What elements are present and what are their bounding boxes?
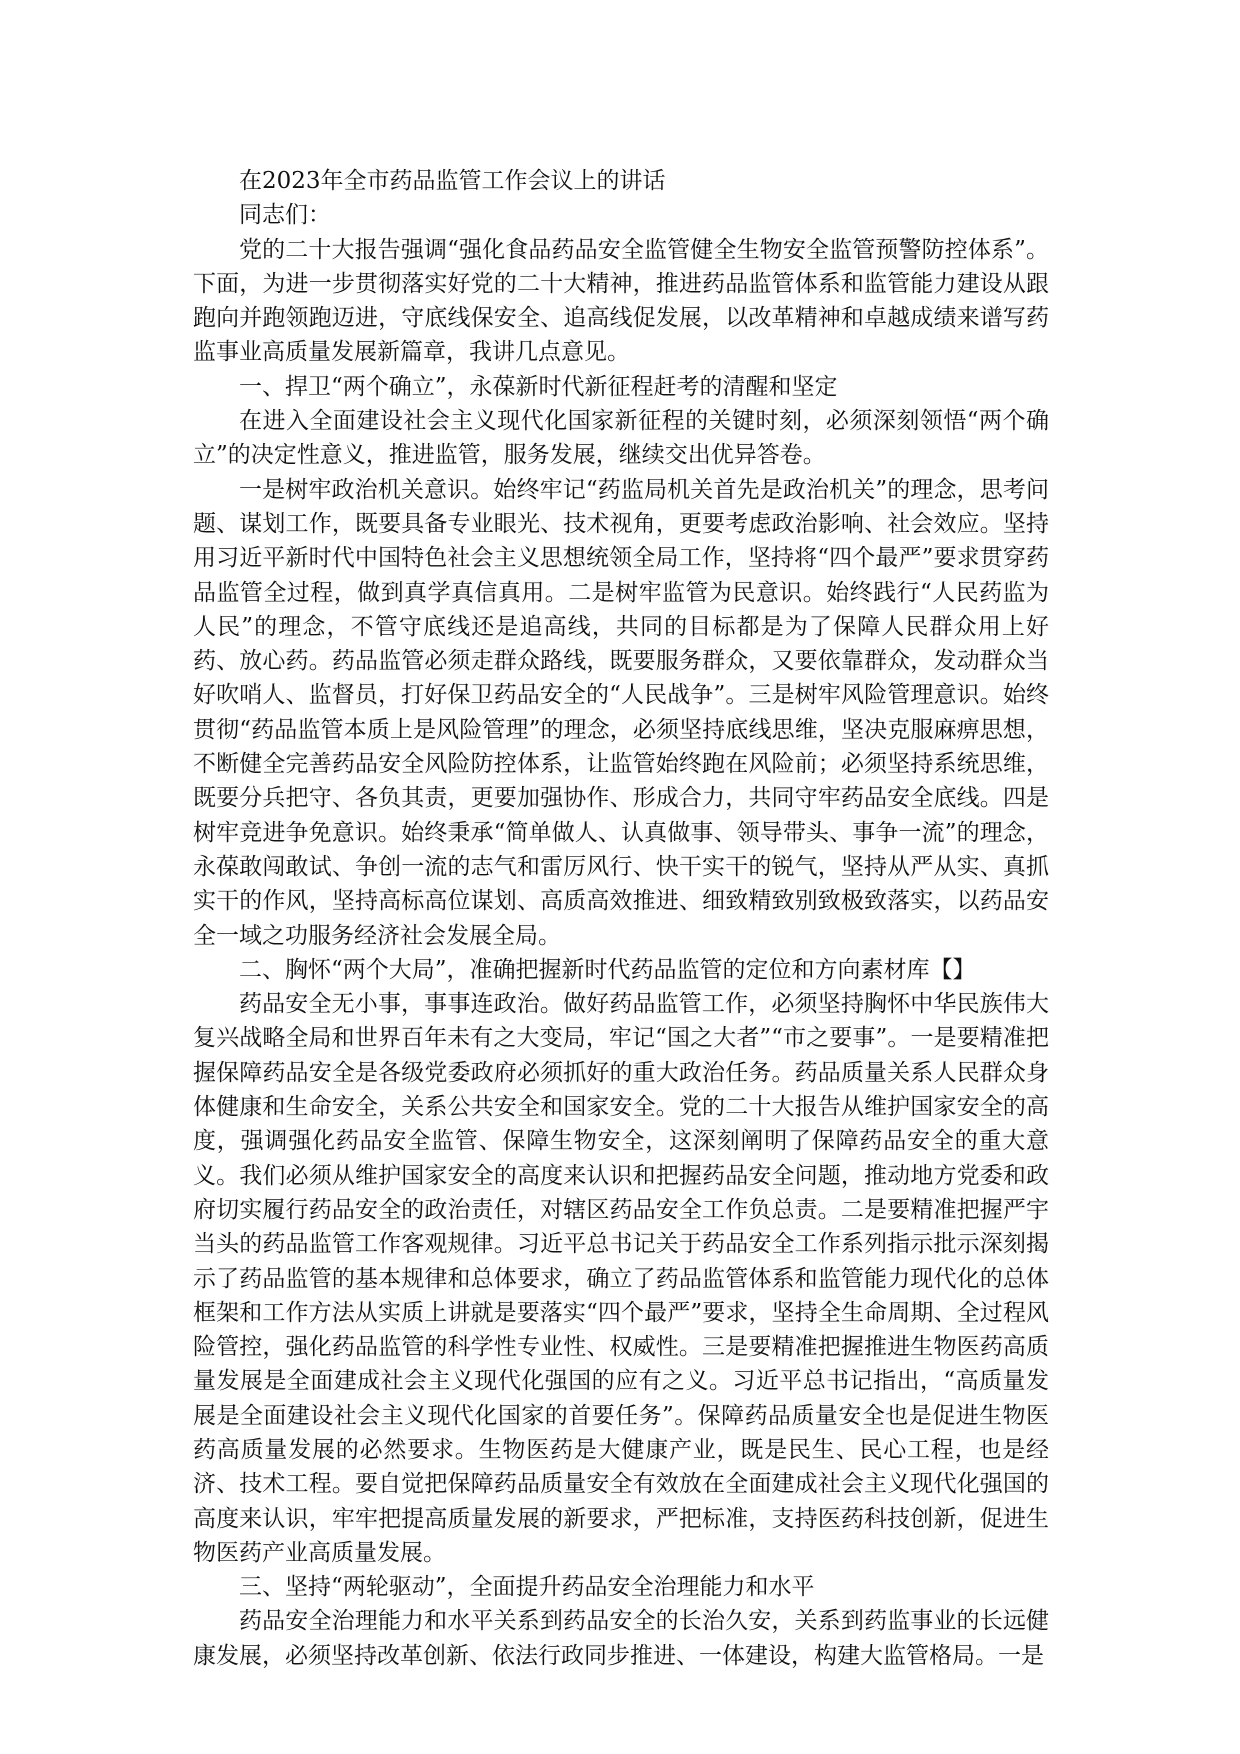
paragraph-section-1-intro: 在进入全面建设社会主义现代化国家新征程的关键时刻，必须深刻领悟“两个确立”的决定性意义，推进监管，服务发展，继续交出优异答卷。 bbox=[193, 408, 1049, 469]
section-heading-2: 二、胸怀“两个大局”，准确把握新时代药品监管的定位和方向素材库【】 bbox=[239, 956, 976, 983]
document-body bbox=[193, 164, 1049, 1673]
paragraph-section-2-body: 药品安全无小事，事事连政治。做好药品监管工作，必须坚持胸怀中华民族伟大复兴战略全局和世界百年未有之大变局，牢记“国之大者”“市之要事”。一是要精准把握保障药品安全是各级党委政府必须抓好的重大政治任务。药品质量关系人民群众身体健康和生命安全，关系公共安全和国家安全。党的二十大报告从维护国家安全的高度，强调强化药品安全监管、保障生物安全，这深刻阐明了保障药品安全的重大意义。我们必须从维护国家安全的高度来认识和把握药品安全问题，推动地方党委和政府切实履行药品安全的政治责任，对辖区药品安全工作负总责。二是要精准把握严宇当头的药品监管工作客观规律。习近平总书记关于药品安全工作系列指示批示深刻揭示了药品监管的基本规律和总体要求，确立了药品监管体系和监管能力现代化的总体框架和工作方法从实质上讲就是要落实“四个最严”要求，坚持全生命周期、全过程风险管控，强化药品监管的科学性专业性、权威性。三是要精准把握推进生物医药高质量发展是全面建成社会主义现代化强国的应有之义。习近平总书记指出，“高质量发展是全面建设社会主义现代化国家的首要任务”。保障药品质量安全也是促进生物医药高质量发展的必然要求。生物医药是大健康产业，既是民生、民心工程，也是经济、技术工程。要自觉把保障药品质量安全有效放在全面建成社会主义现代化强国的高度来认识，牢牢把提高质量发展的新要求，严把标准，支持医药科技创新，促进生物医药产业高质量发展。 bbox=[193, 991, 1049, 1566]
section-heading-3: 三、坚持“两轮驱动”，全面提升药品安全治理能力和水平 bbox=[239, 1574, 815, 1601]
paragraph-intro: 党的二十大报告强调“强化食品药品安全监管健全生物安全监管预警防控体系”。下面，为进一步贯彻落实好党的二十大精神，推进药品监管体系和监管能力建设从跟跑向并跑领跑迈进，守底线保安全、追高线促发展，以改革精神和卓越成绩来谱写药监事业高质量发展新篇章，我讲几点意见。 bbox=[193, 236, 1049, 366]
section-heading-1: 一、捍卫“两个确立”，永葆新时代新征程赶考的清醒和坚定 bbox=[239, 373, 838, 400]
greeting: 同志们： bbox=[239, 202, 331, 229]
document-title: 在2023年全市药品监管工作会议上的讲话 bbox=[239, 168, 666, 194]
paragraph-section-1-body: 一是树牢政治机关意识。始终牢记“药监局机关首先是政治机关”的理念，思考问题、谋划工作，既要具备专业眼光、技术视角，更要考虑政治影响、社会效应。坚持用习近平新时代中国特色社会主义思想统领全局工作，坚持将“四个最严”要求贯穿药品监管全过程，做到真学真信真用。二是树牢监管为民意识。始终践行“人民药监为人民”的理念，不管守底线还是追高线，共同的目标都是为了保障人民群众用上好药、放心药。药品监管必须走群众路线，既要服务群众，又要依靠群众，发动群众当好吹哨人、监督员，打好保卫药品安全的“人民战争”。三是树牢风险管理意识。始终贯彻“药品监管本质上是风险管理”的理念，必须坚持底线思维，坚决克服麻痹思想，不断健全完善药品安全风险防控体系，让监管始终跑在风险前；必须坚持系统思维，既要分兵把守、各负其责，更要加强协作、形成合力，共同守牢药品安全底线。四是树牢竞进争免意识。始终秉承“简单做人、认真做事、领导带头、事争一流”的理念，永葆敢闯敢试、争创一流的志气和雷厉风行、快干实干的锐气，坚持从严从实、真抓实干的作风，坚持高标高位谋划、高质高效推进、细致精致别致极致落实，以药品安全一域之功服务经济社会发展全局。 bbox=[193, 476, 1049, 949]
paragraph-section-3-body: 药品安全治理能力和水平关系到药品安全的长治久安，关系到药监事业的长远健康发展，必须坚持改革创新、依法行政同步推进、一体建设，构建大监管格局。一是 bbox=[193, 1608, 1049, 1669]
